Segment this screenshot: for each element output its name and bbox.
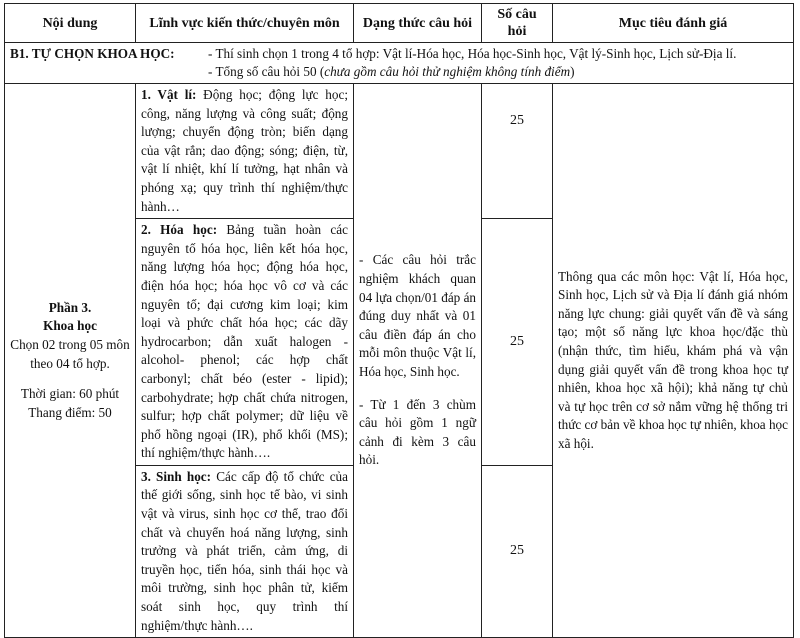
subject-physics: [136, 84, 354, 219]
header-field: Lĩnh vực kiến thức/chuyên môn: [136, 4, 354, 43]
part-subtitle: Khoa học: [43, 318, 97, 334]
count-chemistry: [482, 219, 553, 466]
header-count: Số câu hỏi: [482, 4, 553, 43]
subject-biology-title: 3. Sinh học:: [141, 468, 212, 484]
count-physics-value: 25: [510, 113, 524, 128]
section-line1: - Thí sinh chọn 1 trong 4 tổ hợp: Vật lí-Hóa học, Hóa học-Sinh học, Vật lý-Sinh học, Lịch sử-Địa lí.: [208, 46, 737, 61]
subject-chemistry-text: Bảng tuần hoàn các nguyên tố hóa học, liên kết hóa học, năng lượng hóa học; động hóa học, điện hóa học; hóa học vô cơ và các nguyên tố; đại cương kim loại; kim loại và phức chất hóa học; các dãy hydrocarbon; dẫn xuất halogen - alcohol- phenol; các hợp chất carbonyl; chất béo (ester - lipid); carbohydrate; hợp chất chứa nitrogen, sulfur; hợp chất polymer; dữ liệu về phổ hồng ngoại (IR), phổ khối (MS); thí nghiệm/thực hành….: [141, 222, 348, 461]
section-line2-prefix: - Tổng số câu hỏi 50 (: [208, 64, 325, 79]
subject-chemistry-title: 2. Hóa học:: [141, 222, 218, 238]
format-p2: - Từ 1 đến 3 chùm câu hỏi gồm 1 ngữ cảnh đi kèm 3 câu hỏi.: [359, 396, 476, 468]
section-line2-italic: chưa gồm câu hỏi thử nghiệm không tính điểm: [324, 64, 571, 79]
subject-chemistry: [136, 219, 354, 466]
section-title: B1. TỰ CHỌN KHOA HỌC:: [10, 46, 175, 61]
header-row: [5, 4, 794, 43]
count-physics: [482, 84, 553, 219]
part-cell: [5, 84, 136, 638]
goal-text: Thông qua các môn học: Vật lí, Hóa học, Sinh học, Lịch sử và Địa lí đánh giá nhóm năng lực chung: giải quyết vấn đề và sáng tạo; một số năng lực khoa học/đặc thù (nhận thức, tìm hiểu, khám phá và vận dụng giải quyết vấn đề trong khoa học tự nhiên, khoa học xã hội); khả năng tự chủ và tự học trên cơ sở nắm vững hệ thống tri thức cơ bản về khoa học tự nhiên, khoa học xã hội.: [558, 268, 789, 451]
section-row: [5, 43, 794, 84]
part-desc: Chọn 02 trong 05 môn theo 04 tổ hợp.: [10, 337, 130, 371]
subject-row-physics: [5, 84, 794, 219]
subject-biology: [136, 465, 354, 637]
section-line2-suffix: ): [570, 64, 575, 79]
header-format: Dạng thức câu hỏi: [354, 4, 482, 43]
part-title: Phần 3.: [48, 299, 92, 315]
format-p1: - Các câu hỏi trắc nghiệm khách quan 04 lựa chọn/01 đáp án đúng duy nhất và 01 câu điền đáp án cho mỗi môn thuộc Vật lí, Hóa học, Sinh học.: [359, 252, 477, 379]
count-chemistry-value: 25: [510, 333, 524, 349]
format-cell: [354, 84, 482, 638]
section-line2: [208, 63, 788, 81]
header-goal: Mục tiêu đánh giá: [553, 4, 794, 43]
goal-cell: [553, 84, 794, 638]
count-biology: [482, 465, 553, 637]
assessment-table: [4, 3, 794, 638]
part-score: Thang điểm: 50: [28, 404, 112, 420]
header-content: Nội dung: [5, 4, 136, 43]
subject-biology-text: Các cấp độ tổ chức của thế giới sống, sinh học tế bào, vi sinh vật và virus, sinh học cơ thể, trao đổi chất và chuyển hoá năng lượng, sinh trưởng và phát triển, cảm ứng, di truyền học, tiến hóa, sinh thái học và môi trường, sinh học phân tử, kiểm soát sinh học, quy trình thí nghiệm/thực hành….: [141, 468, 348, 633]
count-biology-value: 25: [510, 543, 524, 559]
section-cell: [5, 43, 794, 84]
subject-physics-title: 1. Vật lí:: [141, 87, 197, 102]
subject-physics-text: Động học; động lực học; công, năng lượng và công suất; động lượng; chuyển động tròn; biến dạng của vật rắn; dao động; sóng; điện, từ, vật lí nhiệt, khí lí tưởng, hạt nhân và phóng xạ; quy trình thí nghiệm/thực hành…: [141, 87, 348, 214]
part-time: Thời gian: 60 phút: [20, 386, 120, 402]
